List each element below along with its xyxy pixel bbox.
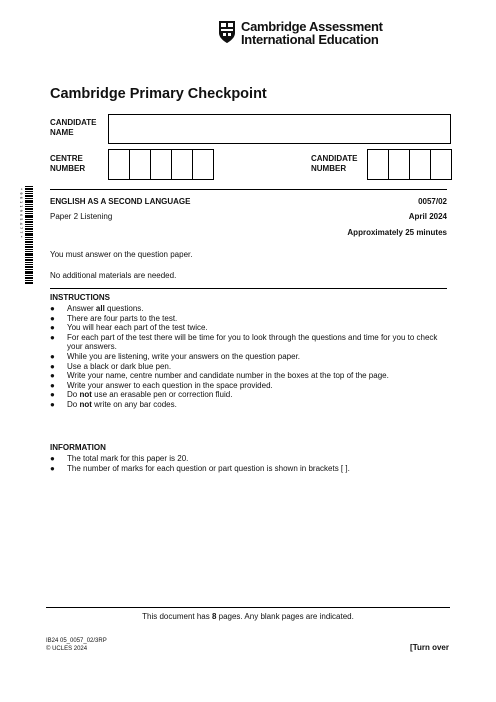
- page-title: Cambridge Primary Checkpoint: [50, 86, 267, 102]
- digit-box[interactable]: [172, 150, 193, 179]
- digit-box[interactable]: [193, 150, 213, 179]
- answer-note: You must answer on the question paper.: [50, 250, 193, 259]
- digit-box[interactable]: [431, 150, 451, 179]
- centre-number-boxes[interactable]: [108, 149, 214, 180]
- list-item: ● While you are listening, write your answers on the question paper.: [50, 351, 301, 361]
- logo-line-2: International Education: [241, 32, 379, 47]
- turn-over: [Turn over: [410, 643, 449, 652]
- information-list: [50, 454, 449, 473]
- copyright: © UCLES 2024: [46, 646, 88, 652]
- digit-box[interactable]: [151, 150, 172, 179]
- paper-name: Paper 2 Listening: [50, 212, 113, 221]
- exam-date: April 2024: [408, 212, 447, 221]
- list-item: ● Answer all questions.: [50, 304, 144, 313]
- candidate-name-box[interactable]: [108, 114, 451, 144]
- page-count-note: This document has 8 pages. Any blank pages are indicated.: [142, 612, 354, 621]
- instructions-heading: INSTRUCTIONS: [50, 293, 110, 302]
- list-item: ● There are four parts to the test.: [50, 313, 178, 323]
- list-item: ● For each part of the test there will be time for you to look through the questions and time for you to check your answers.: [50, 332, 438, 352]
- logo-line-1: Cambridge Assessment: [241, 19, 383, 34]
- candidate-name-label: CANDIDATE NAME: [50, 118, 97, 137]
- list-item: ● Do not use an erasable pen or correction fluid.: [50, 390, 233, 400]
- list-item: ● Use a black or dark blue pen.: [50, 361, 172, 371]
- paper-code: 0057/02: [418, 197, 447, 206]
- divider: [50, 288, 447, 289]
- duration: Approximately 25 minutes: [347, 228, 447, 237]
- digit-box[interactable]: [410, 150, 431, 179]
- list-item: ● Write your name, centre number and candidate number in the boxes at the top of the page.: [50, 371, 389, 381]
- materials-note: No additional materials are needed.: [50, 271, 177, 280]
- footer-divider: [46, 607, 450, 608]
- list-item: ● You will hear each part of the test twice.: [50, 323, 208, 333]
- list-item: ● The number of marks for each question or part question is shown in brackets [ ].: [50, 463, 350, 473]
- list-item: ● Do not write on any bar codes.: [50, 399, 177, 409]
- instructions-list: [50, 304, 449, 410]
- barcode-number: * 9 6 1 1 9 6 5 4 7 7 *: [19, 188, 23, 238]
- divider: [50, 189, 447, 190]
- digit-box[interactable]: [368, 150, 389, 179]
- subject: ENGLISH AS A SECOND LANGUAGE: [50, 197, 191, 206]
- digit-box[interactable]: [109, 150, 130, 179]
- digit-box[interactable]: [389, 150, 410, 179]
- list-item: ● Write your answer to each question in the space provided.: [50, 380, 273, 390]
- barcode: [19, 186, 33, 284]
- crest-icon: [218, 20, 236, 44]
- document-reference: IB24 05_0057_02/3RP: [46, 638, 107, 644]
- digit-box[interactable]: [130, 150, 151, 179]
- information-heading: INFORMATION: [50, 443, 106, 452]
- candidate-number-label: CANDIDATE NUMBER: [311, 154, 358, 173]
- candidate-number-boxes[interactable]: [367, 149, 452, 180]
- list-item: ● The total mark for this paper is 20.: [50, 454, 189, 463]
- cambridge-logo: [218, 20, 383, 46]
- centre-number-label: CENTRE NUMBER: [50, 154, 86, 173]
